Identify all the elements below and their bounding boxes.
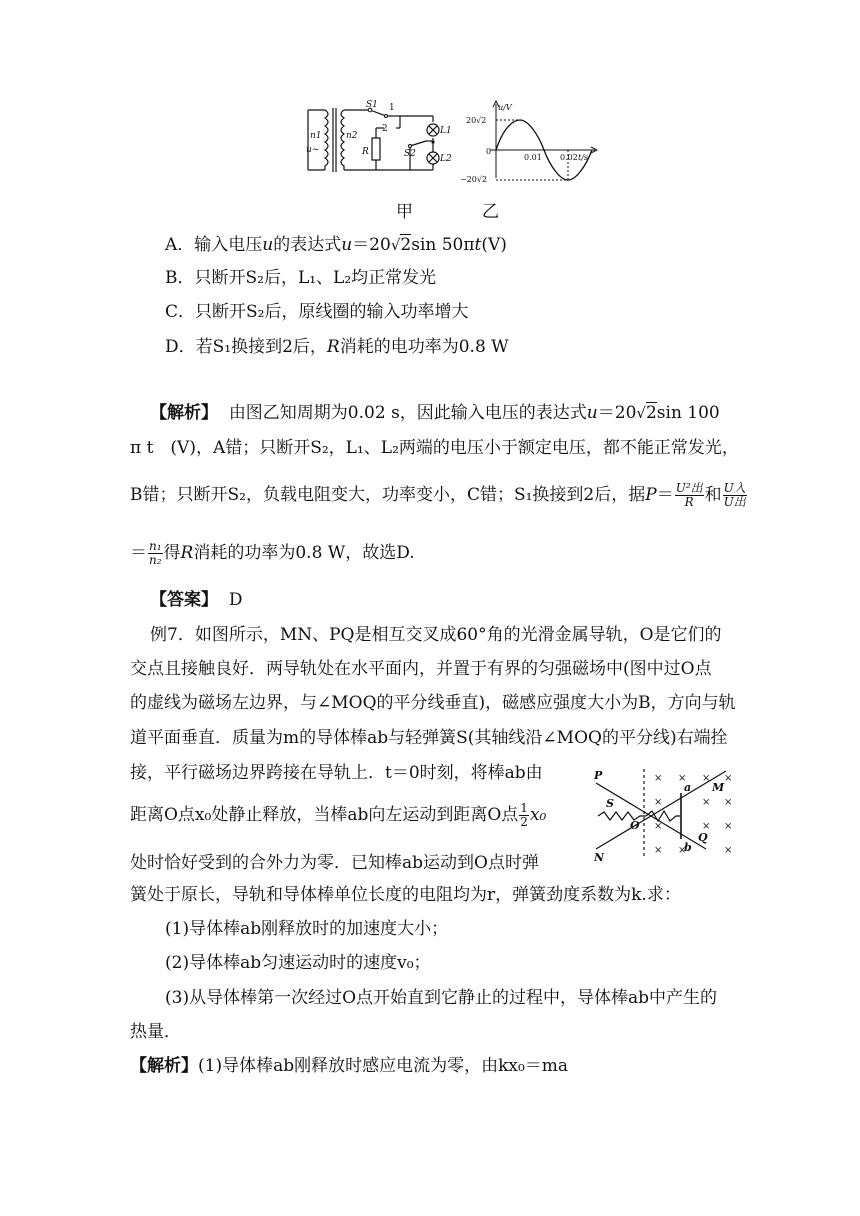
svg-text:×: × <box>724 797 733 808</box>
axis-t-label: t/s <box>578 153 589 162</box>
origin-label: 0 <box>486 147 492 156</box>
voltage-graph <box>460 98 600 183</box>
svg-text:×: × <box>702 797 711 808</box>
analysis-2: 【解析】(1)导体棒ab刚释放时感应电流为零，由kx₀＝ma <box>130 1056 569 1076</box>
example-7-line-5: 接，平行磁场边界跨接在导轨上．t＝0时刻，将棒ab由 <box>130 763 543 783</box>
label-a: a <box>684 781 692 794</box>
option-d: D．若S₁换接到2后，R消耗的电功率为0.8 W <box>165 337 509 357</box>
circuit-diagram <box>300 98 460 183</box>
question-1: (1)导体棒ab刚释放时的加速度大小； <box>165 919 449 939</box>
example-7-line-4: 道平面垂直．质量为m的导体棒ab与轻弹簧S(其轴线沿∠MOQ的平分线)右端拴 <box>130 728 728 748</box>
question-3-line-2: 热量． <box>130 1022 181 1042</box>
question-2: (2)导体棒ab匀速运动时的速度v₀； <box>165 953 431 973</box>
label-L2: L2 <box>440 154 452 164</box>
y-tick-bottom: −20√2 <box>460 175 488 183</box>
label-u: u~ <box>306 145 320 155</box>
svg-text:×: × <box>724 773 733 784</box>
label-S2: S2 <box>404 149 416 159</box>
label-n2: n2 <box>346 131 358 141</box>
label-Q: Q <box>698 831 708 844</box>
label-N: N <box>594 851 605 863</box>
label-S: S <box>606 797 614 810</box>
analysis-1-line-2: π t (V)，A错；只断开S₂，L₁、L₂两端的电压小于额定电压，都不能正常发光， <box>130 438 739 458</box>
x-tick-1: 0.01 <box>524 153 542 162</box>
svg-text:×: × <box>654 845 663 856</box>
label-n1: n1 <box>310 131 322 141</box>
option-a: A．输入电压u的表达式u＝20√2sin 50πt(V) <box>165 235 507 255</box>
label-L1: L1 <box>440 126 452 136</box>
example-7-line-2: 交点且接触良好．两导轨处在水平面内，并置于有界的匀强磁场中(图中过O点 <box>130 659 712 679</box>
x-tick-2: 0.02 <box>560 153 578 162</box>
label-M: M <box>712 781 725 794</box>
svg-text:×: × <box>678 773 687 784</box>
y-tick-top: 20√2 <box>466 116 487 125</box>
svg-text:×: × <box>702 773 711 784</box>
label-b: b <box>684 841 692 854</box>
example-7-line-1: 例7．如图所示，MN、PQ是相互交叉成60°角的光滑金属导轨，O是它们的 <box>150 625 722 645</box>
rails-field-diagram <box>588 765 740 863</box>
label-R: R <box>362 147 369 157</box>
analysis-1-line-3: B错；只断开S₂，负载电阻变大，功率变小，C错；S₁换接到2后，据P＝ $\frac{\text{U²出}}{R}$ 和 $\frac{\text{U入}}{\text{U出}}$ <box>130 481 746 509</box>
svg-text:×: × <box>724 821 733 832</box>
analysis-1-line-1: 【解析】 由图乙知周期为0.02 s，因此输入电压的表达式u＝20√2sin 100 <box>150 403 720 423</box>
answer: 【答案】 D <box>150 590 243 610</box>
example-7-line-6: 距离O点x₀处静止释放，当棒ab向左运动到距离O点 $\frac{1}{2}$ x₀ <box>130 801 547 829</box>
axis-u-label: u/V <box>498 103 512 112</box>
label-2: 2 <box>382 124 388 134</box>
question-3-line-1: (3)从导体棒第一次经过O点开始直到它静止的过程中，导体棒ab中产生的 <box>165 988 718 1008</box>
label-O: O <box>630 819 640 832</box>
analysis-1-line-4: ＝ $\frac{\text{n₁}}{\text{n₂}}$ 得R消耗的功率为0.8 W，故选D. <box>130 539 415 567</box>
option-c: C．只断开S₂后，原线圈的输入功率增大 <box>165 302 469 322</box>
svg-text:×: × <box>724 845 733 856</box>
label-S1: S1 <box>366 100 378 110</box>
svg-text:×: × <box>654 773 663 784</box>
figure-label-yi: 乙 <box>482 202 499 222</box>
example-7-line-3: 的虚线为磁场左边界，与∠MOQ的平分线垂直)，磁感应强度大小为B，方向与轨 <box>130 693 736 713</box>
option-b: B．只断开S₂后，L₁、L₂均正常发光 <box>165 268 437 288</box>
label-1: 1 <box>389 103 395 113</box>
svg-text:×: × <box>678 845 687 856</box>
label-P: P <box>594 769 603 782</box>
example-7-line-7: 处时恰好受到的合外力为零．已知棒ab运动到O点时弹 <box>130 853 539 873</box>
svg-text:×: × <box>702 821 711 832</box>
example-7-line-8: 簧处于原长，导轨和导体棒单位长度的电阻均为r，弹簧劲度系数为k.求： <box>130 885 681 905</box>
figure-label-jia: 甲 <box>396 202 413 222</box>
svg-text:×: × <box>654 821 663 832</box>
svg-text:×: × <box>654 797 663 808</box>
